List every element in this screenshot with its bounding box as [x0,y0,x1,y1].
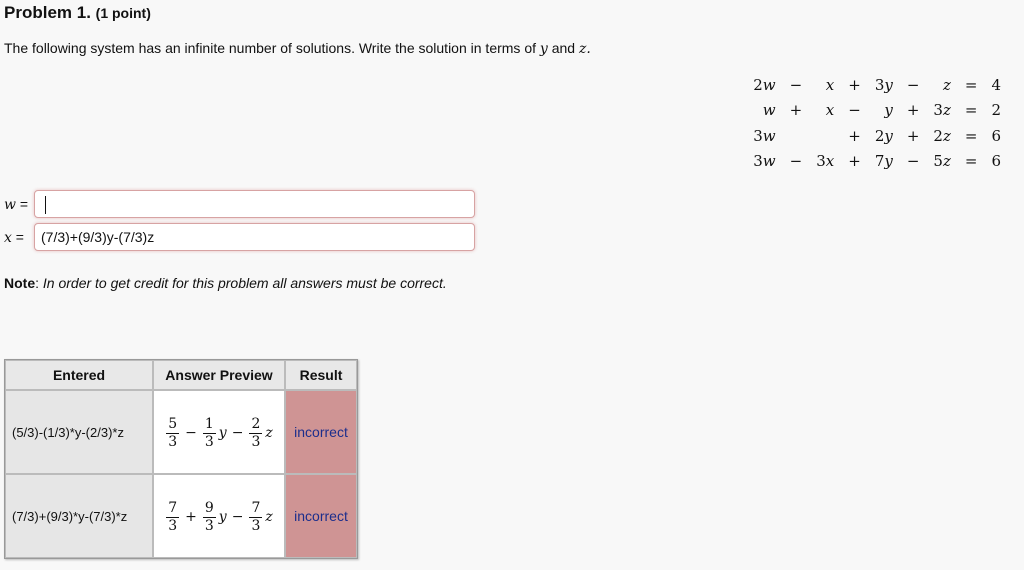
term-y [868,72,900,98]
numerator: 2 [251,415,261,432]
results-table [4,359,358,559]
operator: + [906,126,920,145]
results-header-row [5,360,357,390]
operator: − [906,75,920,94]
denominator: 3 [168,517,178,534]
var: z [942,126,951,145]
term-w [746,149,782,175]
math-variable: y [218,425,227,441]
term-y [868,98,900,124]
var: y [884,75,893,94]
rhs: 6 [991,152,1001,171]
term-z [926,123,957,149]
math-operator: − [231,509,244,525]
answer-equals-x: = [15,228,24,245]
term-z [926,72,957,98]
equation-system [746,72,1008,174]
operator: − [906,152,920,171]
intro-text: The following system has an infinite number of solutions. Write the solution in terms of [4,40,536,56]
term-w [746,123,782,149]
numerator: 1 [204,415,214,432]
coef: 7 [874,152,885,171]
equals-sign: = [964,101,978,120]
operator: + [906,101,920,120]
answer-row-w [4,190,475,218]
var: z [942,152,951,171]
var: w [762,75,776,94]
math-operator: − [185,425,197,441]
term-z [926,149,957,175]
operator: − [789,75,803,94]
coef: 2 [753,75,763,94]
equation-row [746,149,1008,175]
operator: + [789,101,803,120]
answer-var-x: x [4,229,12,246]
table-row [5,390,357,474]
math-operator: − [231,425,244,441]
header-entered: Entered [5,360,153,390]
answer-preview-cell [153,390,285,474]
term-x [809,123,841,149]
equation-row [746,98,1008,124]
term-w [746,72,782,98]
math-preview [164,501,274,533]
operator: − [848,101,861,120]
note-text: In order to get credit for this problem all answers must be correct. [42,275,447,291]
entered-cell: (7/3)+(9/3)*y-(7/3)*z [5,474,153,558]
var: y [884,101,893,120]
equation-row [746,123,1008,149]
term-x [809,149,841,175]
problem-title [4,3,151,23]
fraction [249,501,262,533]
header-result: Result [285,360,357,390]
coef: 2 [874,126,885,145]
operator: + [848,75,861,94]
answer-input-w[interactable] [34,190,475,218]
coef: 3 [753,126,763,145]
operator: − [789,152,803,171]
denominator: 3 [251,517,261,534]
coef: 3 [874,75,885,94]
math-variable: z [265,509,273,525]
fraction [166,417,179,449]
term-z [926,98,957,124]
equals-sign: = [964,75,978,94]
equals-sign: = [964,152,978,171]
coef: 2 [933,126,943,145]
numerator: 7 [251,499,261,516]
text-cursor [45,196,46,214]
operator: + [848,152,861,171]
table-row [5,474,357,558]
rhs: 4 [991,75,1001,94]
rhs: 6 [991,126,1001,145]
operator: + [848,126,861,145]
equals-sign: = [964,126,978,145]
term-y [868,149,900,175]
fraction [203,417,216,449]
denominator: 3 [204,433,214,450]
denominator: 3 [204,517,214,534]
header-answer-preview: Answer Preview [153,360,285,390]
answer-preview-cell [153,474,285,558]
result-status: incorrect [285,474,357,558]
var: z [942,101,951,120]
answer-var-w: w [4,196,16,213]
intro-and: and [551,40,576,56]
coef: 5 [933,152,943,171]
term-w [746,98,782,124]
var: w [762,101,776,120]
credit-note: Note: In order to get credit for this problem all answers must be correct. [4,275,447,291]
var: x [825,75,835,94]
intro-var-z: z. [578,41,591,57]
fraction [249,417,262,449]
answer-label-w [4,196,34,213]
answer-label-x [4,229,34,246]
var: y [884,152,893,171]
var: z [942,75,951,94]
math-variable: z [265,425,273,441]
denominator: 3 [168,433,178,450]
numerator: 5 [168,415,178,432]
answer-row-x [4,223,475,251]
term-x [809,98,841,124]
intro-var-y: y [539,41,548,57]
coef: 3 [753,152,763,171]
denominator: 3 [251,433,261,450]
rhs: 2 [991,101,1001,120]
math-variable: y [218,509,227,525]
coef: 3 [816,152,826,171]
answer-input-x[interactable] [34,223,475,251]
var: y [884,126,893,145]
var: x [825,152,835,171]
term-x [809,72,841,98]
note-label: Note [4,275,36,291]
result-status: incorrect [285,390,357,474]
coef: 3 [933,101,943,120]
operator [783,123,810,149]
problem-intro [4,40,591,57]
term-y [868,123,900,149]
entered-cell: (5/3)-(1/3)*y-(2/3)*z [5,390,153,474]
problem-title-text: Problem 1. [4,3,91,22]
var: x [825,101,835,120]
answer-equals-w: = [19,195,29,212]
var: w [762,126,776,145]
math-preview [164,417,274,449]
fraction [203,501,216,533]
fraction [166,501,179,533]
numerator: 9 [204,499,214,516]
equation-row [746,72,1008,98]
math-operator: + [185,509,197,525]
problem-points: (1 point) [95,5,151,21]
var: w [762,152,776,171]
numerator: 7 [168,499,178,516]
